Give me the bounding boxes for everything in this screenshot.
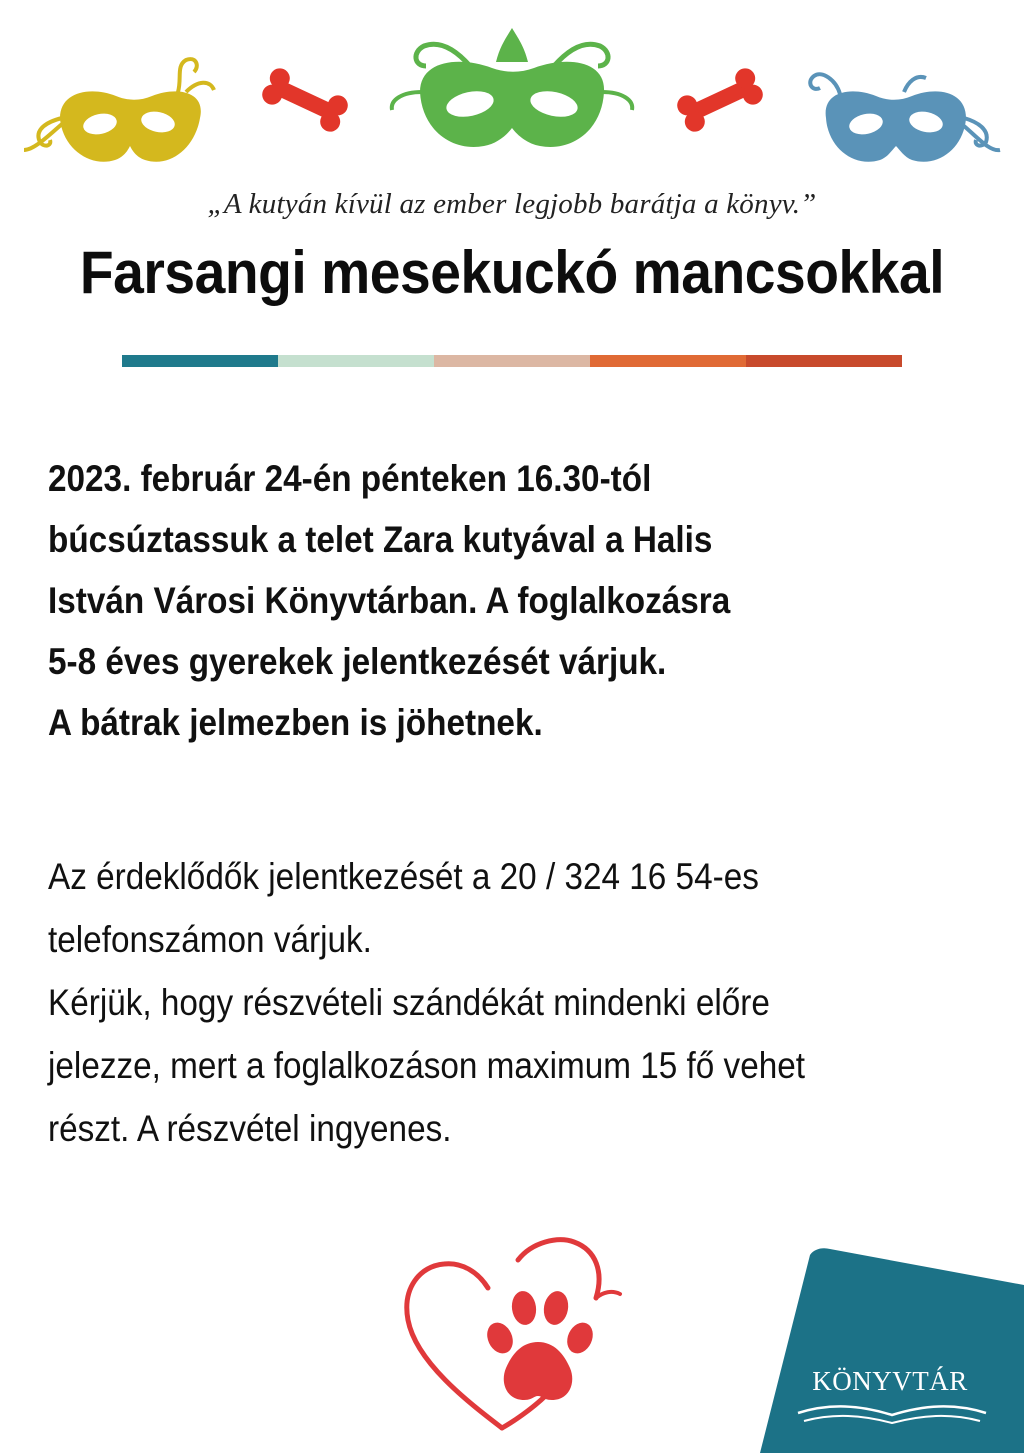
library-logo-text: KÖNYVTÁR: [812, 1366, 968, 1396]
yellow-mask-icon: [24, 59, 214, 162]
announcement-line: 2023. február 24-én pénteken 16.30-tól: [48, 458, 652, 499]
registration-info: [48, 845, 998, 1160]
info-line: Az érdeklődők jelentkezését a 20 / 324 16 54-es: [48, 856, 759, 897]
header-decoration: [0, 0, 1024, 200]
divider-segment: [278, 355, 434, 367]
announcement-line: búcsúztassuk a telet Zara kutyával a Halis: [48, 519, 713, 560]
divider-segment: [590, 355, 746, 367]
red-bone-icon: [674, 65, 766, 135]
red-bone-icon: [259, 65, 351, 135]
page-title: Farsangi mesekuckó mancsokkal: [79, 239, 945, 306]
info-line: részt. A részvétel ingyenes.: [48, 1108, 452, 1149]
green-mask-icon: [392, 28, 632, 147]
info-line: jelezze, mert a foglalkozáson maximum 15 fő vehet: [48, 1045, 806, 1086]
divider-segment: [434, 355, 590, 367]
divider-segment: [746, 355, 902, 367]
divider-segment: [122, 355, 278, 367]
announcement-line: 5-8 éves gyerekek jelentkezését várjuk.: [48, 641, 667, 682]
event-announcement: [48, 448, 988, 753]
blue-mask-icon: [810, 74, 1000, 162]
heart-paw-graphic: [398, 1232, 630, 1442]
paw-icon: [482, 1289, 597, 1400]
library-logo: [760, 1245, 1024, 1453]
color-divider: [122, 355, 902, 367]
info-line: Kérjük, hogy részvételi szándékát mindenki előre: [48, 982, 770, 1023]
announcement-line: István Városi Könyvtárban. A foglalkozásra: [48, 580, 731, 621]
quote: „A kutyán kívül az ember legjobb barátja a könyv.”: [207, 188, 817, 220]
info-line: telefonszámon várjuk.: [48, 919, 372, 960]
announcement-line: A bátrak jelmezben is jöhetnek.: [48, 702, 543, 743]
